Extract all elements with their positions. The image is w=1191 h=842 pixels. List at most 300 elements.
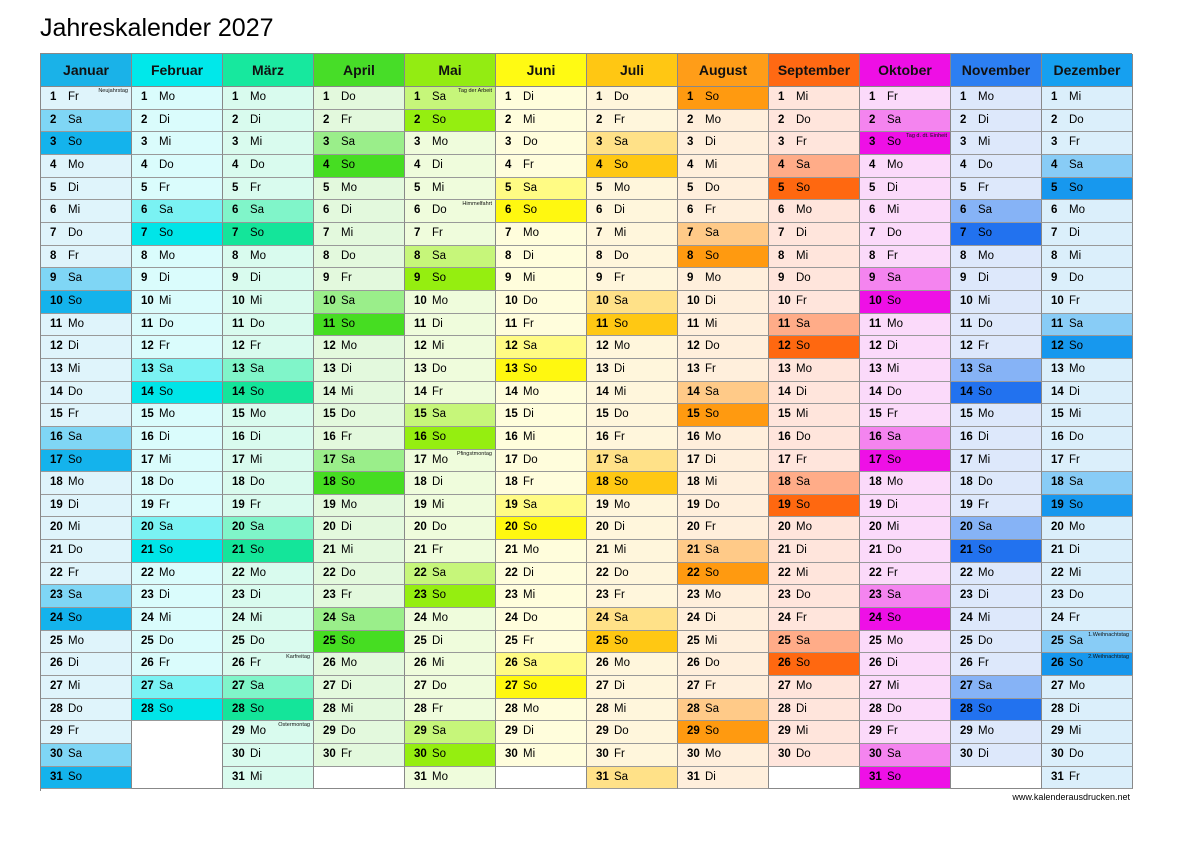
day-number: 16 bbox=[596, 430, 609, 443]
weekday-label: Di bbox=[432, 634, 443, 647]
day-number: 15 bbox=[50, 408, 63, 421]
day-cell bbox=[314, 223, 405, 246]
day-number: 18 bbox=[414, 476, 427, 489]
day-cell bbox=[223, 563, 314, 586]
weekday-label: Mi bbox=[341, 226, 354, 239]
day-cell bbox=[678, 178, 769, 201]
day-cell bbox=[223, 314, 314, 337]
day-cell bbox=[496, 223, 587, 246]
day-cell bbox=[223, 744, 314, 767]
weekday-label: Mi bbox=[978, 453, 991, 466]
day-number: 14 bbox=[141, 385, 154, 398]
day-cell bbox=[860, 744, 951, 767]
day-number: 2 bbox=[960, 113, 967, 126]
day-number: 19 bbox=[323, 498, 336, 511]
day-number: 8 bbox=[596, 249, 603, 262]
day-cell bbox=[769, 223, 860, 246]
day-cell bbox=[678, 472, 769, 495]
day-cell bbox=[132, 155, 223, 178]
weekday-label: Mi bbox=[432, 498, 445, 511]
day-cell bbox=[223, 268, 314, 291]
day-cell bbox=[405, 563, 496, 586]
day-number: 19 bbox=[1051, 498, 1064, 511]
weekday-label: So bbox=[250, 226, 265, 239]
day-cell bbox=[223, 246, 314, 269]
weekday-label: Mo bbox=[705, 589, 721, 602]
day-cell bbox=[405, 404, 496, 427]
day-cell bbox=[405, 246, 496, 269]
day-cell bbox=[314, 472, 405, 495]
day-cell bbox=[314, 314, 405, 337]
day-cell bbox=[769, 517, 860, 540]
weekday-label: Mi bbox=[68, 204, 81, 217]
weekday-label: Sa bbox=[614, 770, 629, 783]
weekday-label: Fr bbox=[614, 589, 625, 602]
day-cell bbox=[951, 631, 1042, 654]
weekday-label: Fr bbox=[887, 566, 898, 579]
day-number: 27 bbox=[141, 680, 154, 693]
day-cell bbox=[41, 472, 132, 495]
weekday-label: Di bbox=[705, 770, 716, 783]
weekday-label: Do bbox=[978, 158, 993, 171]
day-cell bbox=[769, 246, 860, 269]
day-cell bbox=[1042, 200, 1133, 223]
year-calendar-grid bbox=[40, 53, 1132, 791]
weekday-label: Do bbox=[978, 634, 993, 647]
weekday-label: Fr bbox=[887, 408, 898, 421]
weekday-label: Mo bbox=[432, 453, 448, 466]
page-title: Jahreskalender 2027 bbox=[40, 14, 274, 42]
weekday-label: Di bbox=[250, 272, 261, 285]
weekday-label: Do bbox=[341, 408, 356, 421]
day-number: 5 bbox=[505, 181, 512, 194]
weekday-label: Fr bbox=[341, 272, 352, 285]
day-number: 15 bbox=[414, 408, 427, 421]
day-number: 7 bbox=[687, 226, 694, 239]
day-number: 12 bbox=[323, 340, 336, 353]
weekday-label: Di bbox=[978, 272, 989, 285]
day-cell bbox=[678, 246, 769, 269]
day-number: 30 bbox=[778, 748, 791, 761]
day-number: 3 bbox=[232, 136, 239, 149]
day-number: 20 bbox=[505, 521, 518, 534]
day-cell bbox=[496, 563, 587, 586]
weekday-label: So bbox=[432, 113, 447, 126]
weekday-label: Do bbox=[796, 430, 811, 443]
weekday-label: Do bbox=[68, 544, 83, 557]
weekday-label: So bbox=[614, 634, 629, 647]
weekday-label: Fr bbox=[705, 362, 716, 375]
day-cell bbox=[223, 653, 314, 676]
day-number: 18 bbox=[505, 476, 518, 489]
weekday-label: Do bbox=[341, 91, 356, 103]
weekday-label: Di bbox=[523, 91, 534, 103]
day-number: 19 bbox=[778, 498, 791, 511]
day-number: 24 bbox=[323, 612, 336, 625]
day-number: 25 bbox=[778, 634, 791, 647]
weekday-label: Mo bbox=[614, 498, 630, 511]
weekday-label: Sa bbox=[68, 272, 83, 285]
day-number: 17 bbox=[505, 453, 518, 466]
weekday-label: Mo bbox=[1069, 680, 1085, 693]
day-number: 7 bbox=[596, 226, 603, 239]
weekday-label: Fr bbox=[887, 249, 898, 262]
day-cell bbox=[1042, 767, 1133, 790]
day-cell bbox=[223, 223, 314, 246]
day-cell bbox=[860, 767, 951, 790]
weekday-label: Mo bbox=[887, 317, 903, 330]
day-cell bbox=[496, 110, 587, 133]
day-number: 3 bbox=[1051, 136, 1058, 149]
day-cell bbox=[132, 200, 223, 223]
day-cell bbox=[951, 653, 1042, 676]
weekday-label: Do bbox=[796, 113, 811, 126]
weekday-label: Di bbox=[68, 657, 79, 670]
day-number: 8 bbox=[505, 249, 512, 262]
weekday-label: Di bbox=[68, 340, 79, 353]
weekday-label: Do bbox=[68, 226, 83, 239]
day-number: 7 bbox=[960, 226, 967, 239]
weekday-label: Do bbox=[796, 272, 811, 285]
day-number: 14 bbox=[960, 385, 973, 398]
day-cell bbox=[769, 699, 860, 722]
day-number: 1 bbox=[596, 91, 603, 103]
day-cell bbox=[496, 246, 587, 269]
weekday-label: Sa bbox=[796, 476, 811, 489]
weekday-label: Mo bbox=[432, 770, 448, 783]
day-cell bbox=[1042, 563, 1133, 586]
weekday-label: Sa bbox=[341, 453, 356, 466]
weekday-label: Fr bbox=[341, 748, 352, 761]
day-cell bbox=[405, 200, 496, 223]
day-number: 3 bbox=[778, 136, 785, 149]
empty-cell bbox=[132, 721, 223, 744]
day-number: 9 bbox=[232, 272, 239, 285]
day-number: 19 bbox=[869, 498, 882, 511]
weekday-label: Fr bbox=[1069, 136, 1080, 149]
day-number: 20 bbox=[778, 521, 791, 534]
day-cell bbox=[314, 404, 405, 427]
weekday-label: Mo bbox=[978, 249, 994, 262]
day-cell bbox=[951, 246, 1042, 269]
day-number: 28 bbox=[687, 702, 700, 715]
weekday-label: Sa bbox=[978, 362, 993, 375]
weekday-label: Di bbox=[341, 680, 352, 693]
weekday-label: Fr bbox=[614, 430, 625, 443]
day-cell bbox=[678, 495, 769, 518]
day-cell bbox=[587, 585, 678, 608]
weekday-label: Di bbox=[523, 725, 534, 738]
day-cell bbox=[132, 87, 223, 110]
day-number: 23 bbox=[687, 589, 700, 602]
day-cell bbox=[41, 676, 132, 699]
day-number: 24 bbox=[687, 612, 700, 625]
day-number: 4 bbox=[50, 158, 57, 171]
day-number: 23 bbox=[323, 589, 336, 602]
day-cell bbox=[860, 132, 951, 155]
weekday-label: Sa bbox=[159, 680, 174, 693]
day-number: 22 bbox=[1051, 566, 1064, 579]
weekday-label: Fr bbox=[796, 612, 807, 625]
weekday-label: Fr bbox=[68, 91, 79, 103]
day-number: 18 bbox=[1051, 476, 1064, 489]
day-cell bbox=[769, 359, 860, 382]
day-cell bbox=[951, 585, 1042, 608]
day-number: 27 bbox=[960, 680, 973, 693]
day-cell bbox=[223, 472, 314, 495]
day-cell bbox=[1042, 268, 1133, 291]
day-number: 30 bbox=[505, 748, 518, 761]
day-number: 24 bbox=[596, 612, 609, 625]
day-cell bbox=[1042, 699, 1133, 722]
day-number: 25 bbox=[1051, 634, 1064, 647]
weekday-label: Fr bbox=[796, 294, 807, 307]
day-cell bbox=[678, 336, 769, 359]
weekday-label: Sa bbox=[1069, 317, 1084, 330]
day-number: 17 bbox=[778, 453, 791, 466]
day-cell bbox=[678, 87, 769, 110]
day-number: 26 bbox=[869, 657, 882, 670]
weekday-label: Mi bbox=[705, 476, 718, 489]
weekday-label: Mi bbox=[159, 453, 172, 466]
day-cell bbox=[223, 178, 314, 201]
day-number: 6 bbox=[596, 204, 603, 217]
day-number: 7 bbox=[869, 226, 876, 239]
day-number: 16 bbox=[50, 430, 63, 443]
day-cell bbox=[41, 268, 132, 291]
day-number: 31 bbox=[50, 770, 63, 783]
day-cell bbox=[223, 427, 314, 450]
weekday-label: Do bbox=[1069, 430, 1084, 443]
day-cell bbox=[41, 314, 132, 337]
day-cell bbox=[678, 608, 769, 631]
day-cell bbox=[860, 563, 951, 586]
day-cell bbox=[132, 336, 223, 359]
day-cell bbox=[132, 631, 223, 654]
weekday-label: So bbox=[614, 158, 629, 171]
weekday-label: Fr bbox=[523, 476, 534, 489]
day-cell bbox=[678, 653, 769, 676]
day-number: 17 bbox=[869, 453, 882, 466]
day-cell bbox=[41, 382, 132, 405]
weekday-label: Mi bbox=[341, 702, 354, 715]
day-cell bbox=[223, 132, 314, 155]
day-cell bbox=[496, 744, 587, 767]
weekday-label: Mo bbox=[68, 317, 84, 330]
day-cell bbox=[860, 359, 951, 382]
empty-cell bbox=[769, 767, 860, 790]
weekday-label: So bbox=[796, 340, 811, 353]
day-cell bbox=[314, 721, 405, 744]
day-cell bbox=[314, 563, 405, 586]
holiday-label: Neujahrstag bbox=[98, 88, 128, 94]
day-cell bbox=[678, 427, 769, 450]
weekday-label: Mi bbox=[796, 91, 809, 103]
day-number: 3 bbox=[141, 136, 148, 149]
day-cell bbox=[41, 110, 132, 133]
weekday-label: Fr bbox=[68, 725, 79, 738]
day-number: 1 bbox=[141, 91, 148, 103]
day-number: 21 bbox=[323, 544, 336, 557]
day-number: 22 bbox=[232, 566, 245, 579]
weekday-label: Di bbox=[1069, 702, 1080, 715]
day-cell bbox=[587, 517, 678, 540]
day-cell bbox=[678, 767, 769, 790]
day-number: 21 bbox=[869, 544, 882, 557]
day-cell bbox=[132, 359, 223, 382]
day-number: 20 bbox=[687, 521, 700, 534]
day-number: 2 bbox=[232, 113, 239, 126]
weekday-label: Mi bbox=[887, 362, 900, 375]
day-number: 20 bbox=[232, 521, 245, 534]
day-number: 19 bbox=[232, 498, 245, 511]
weekday-label: So bbox=[614, 317, 629, 330]
day-number: 25 bbox=[505, 634, 518, 647]
empty-cell bbox=[951, 767, 1042, 790]
day-cell bbox=[769, 450, 860, 473]
day-cell bbox=[41, 200, 132, 223]
day-number: 14 bbox=[414, 385, 427, 398]
month-header: Juni bbox=[496, 54, 587, 87]
weekday-label: Mi bbox=[68, 521, 81, 534]
day-cell bbox=[587, 744, 678, 767]
weekday-label: Do bbox=[614, 249, 629, 262]
day-cell bbox=[1042, 359, 1133, 382]
day-cell bbox=[41, 132, 132, 155]
day-cell bbox=[860, 404, 951, 427]
day-number: 14 bbox=[687, 385, 700, 398]
day-number: 6 bbox=[505, 204, 512, 217]
day-number: 2 bbox=[778, 113, 785, 126]
day-number: 30 bbox=[414, 748, 427, 761]
day-number: 17 bbox=[960, 453, 973, 466]
day-number: 11 bbox=[50, 317, 63, 330]
day-cell bbox=[405, 676, 496, 699]
day-number: 11 bbox=[232, 317, 245, 330]
day-cell bbox=[860, 517, 951, 540]
day-number: 23 bbox=[141, 589, 154, 602]
month-header: Dezember bbox=[1042, 54, 1133, 87]
holiday-label: Tag der Arbeit bbox=[458, 88, 492, 94]
day-number: 10 bbox=[141, 294, 154, 307]
weekday-label: Mi bbox=[887, 521, 900, 534]
weekday-label: Sa bbox=[250, 680, 265, 693]
weekday-label: So bbox=[705, 408, 720, 421]
day-cell bbox=[951, 178, 1042, 201]
weekday-label: So bbox=[523, 362, 538, 375]
weekday-label: Sa bbox=[978, 204, 993, 217]
day-number: 1 bbox=[869, 91, 876, 103]
day-number: 3 bbox=[960, 136, 967, 149]
day-number: 12 bbox=[687, 340, 700, 353]
day-cell bbox=[496, 268, 587, 291]
weekday-label: Mo bbox=[523, 226, 539, 239]
day-cell bbox=[951, 291, 1042, 314]
day-cell bbox=[951, 676, 1042, 699]
day-cell bbox=[1042, 246, 1133, 269]
weekday-label: Sa bbox=[1069, 476, 1084, 489]
day-number: 8 bbox=[778, 249, 785, 262]
day-cell bbox=[1042, 721, 1133, 744]
day-number: 22 bbox=[869, 566, 882, 579]
day-cell bbox=[223, 631, 314, 654]
day-number: 25 bbox=[232, 634, 245, 647]
weekday-label: Mo bbox=[705, 430, 721, 443]
weekday-label: Sa bbox=[705, 226, 720, 239]
day-cell bbox=[769, 200, 860, 223]
day-number: 31 bbox=[232, 770, 245, 783]
day-cell bbox=[223, 608, 314, 631]
weekday-label: Fr bbox=[705, 680, 716, 693]
month-header: Januar bbox=[41, 54, 132, 87]
day-cell bbox=[860, 87, 951, 110]
weekday-label: Di bbox=[887, 657, 898, 670]
weekday-label: Mo bbox=[1069, 521, 1085, 534]
day-cell bbox=[951, 110, 1042, 133]
weekday-label: Mo bbox=[978, 725, 994, 738]
day-number: 10 bbox=[778, 294, 791, 307]
weekday-label: Mo bbox=[705, 748, 721, 761]
weekday-label: Sa bbox=[432, 725, 447, 738]
day-cell bbox=[405, 517, 496, 540]
day-number: 1 bbox=[323, 91, 330, 103]
day-number: 5 bbox=[141, 181, 148, 194]
weekday-label: Mo bbox=[614, 181, 630, 194]
day-number: 24 bbox=[232, 612, 245, 625]
day-cell bbox=[496, 472, 587, 495]
day-number: 3 bbox=[687, 136, 694, 149]
empty-cell bbox=[496, 767, 587, 790]
weekday-label: Fr bbox=[796, 453, 807, 466]
day-cell bbox=[678, 631, 769, 654]
day-number: 15 bbox=[778, 408, 791, 421]
day-number: 6 bbox=[50, 204, 57, 217]
day-number: 12 bbox=[960, 340, 973, 353]
day-number: 30 bbox=[232, 748, 245, 761]
day-number: 12 bbox=[778, 340, 791, 353]
day-cell bbox=[587, 427, 678, 450]
day-cell bbox=[678, 132, 769, 155]
day-cell bbox=[223, 450, 314, 473]
day-cell bbox=[1042, 382, 1133, 405]
day-cell bbox=[860, 382, 951, 405]
weekday-label: Di bbox=[978, 748, 989, 761]
day-cell bbox=[41, 585, 132, 608]
weekday-label: So bbox=[887, 136, 902, 149]
day-cell bbox=[587, 631, 678, 654]
day-number: 5 bbox=[778, 181, 785, 194]
day-cell bbox=[496, 314, 587, 337]
day-number: 19 bbox=[50, 498, 63, 511]
day-number: 22 bbox=[141, 566, 154, 579]
day-number: 27 bbox=[505, 680, 518, 693]
day-cell bbox=[132, 291, 223, 314]
day-cell bbox=[496, 450, 587, 473]
weekday-label: Di bbox=[978, 430, 989, 443]
day-number: 7 bbox=[323, 226, 330, 239]
weekday-label: Mo bbox=[796, 204, 812, 217]
day-number: 15 bbox=[869, 408, 882, 421]
day-cell bbox=[951, 699, 1042, 722]
day-number: 23 bbox=[869, 589, 882, 602]
day-cell bbox=[678, 517, 769, 540]
day-number: 20 bbox=[960, 521, 973, 534]
day-cell bbox=[860, 110, 951, 133]
day-cell bbox=[860, 427, 951, 450]
day-number: 2 bbox=[596, 113, 603, 126]
day-cell bbox=[587, 699, 678, 722]
day-cell bbox=[314, 200, 405, 223]
